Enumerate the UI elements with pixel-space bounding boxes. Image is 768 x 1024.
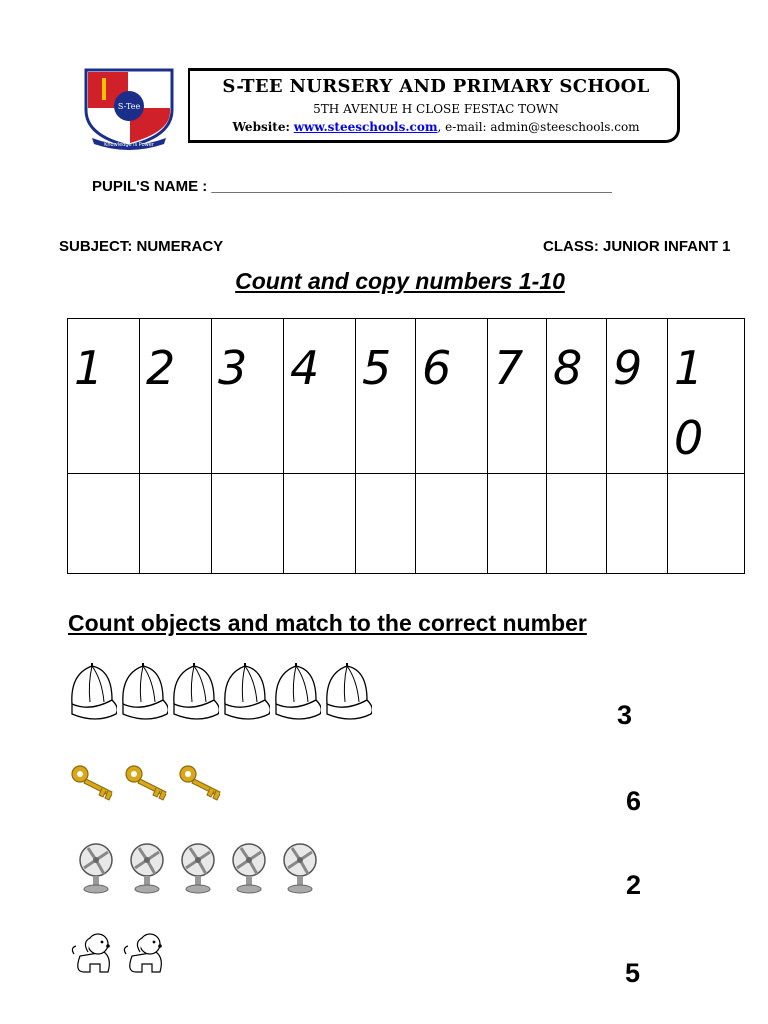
match-number: 3	[617, 700, 633, 730]
pupil-name-field: PUPIL'S NAME : ________________________________________________	[92, 178, 612, 195]
number-label: 5	[362, 341, 392, 395]
fan-icon	[227, 842, 278, 894]
copy-cell[interactable]	[212, 474, 284, 574]
copy-cell[interactable]	[668, 474, 745, 574]
fan-icon	[176, 842, 227, 894]
cap-icon	[168, 660, 219, 724]
number-cell	[607, 319, 668, 474]
number-label: 2	[146, 341, 176, 395]
copy-cell[interactable]	[284, 474, 356, 574]
copy-cell[interactable]	[356, 474, 416, 574]
fan-icon	[74, 842, 125, 894]
website-label: Website:	[232, 120, 290, 134]
number-label: 4	[290, 341, 320, 395]
email-text: , e-mail: admin@steeschools.com	[437, 120, 640, 134]
copy-cell[interactable]	[68, 474, 140, 574]
copy-cell[interactable]	[607, 474, 668, 574]
cap-icon	[219, 660, 270, 724]
school-name: S-TEE NURSERY AND PRIMARY SCHOOL	[222, 76, 650, 97]
number-label: 8	[553, 341, 583, 395]
fan-icon	[278, 842, 329, 894]
key-icon	[124, 762, 178, 806]
match-number: 2	[626, 870, 642, 900]
fan-icon	[125, 842, 176, 894]
website-link[interactable]: www.steeschools.com	[293, 120, 438, 134]
number-label: 3	[218, 341, 248, 395]
header-divider	[188, 68, 190, 143]
match-number: 6	[626, 786, 642, 816]
key-icon	[70, 762, 124, 806]
copy-cell[interactable]	[488, 474, 547, 574]
number-cell	[488, 319, 547, 474]
numbers-table	[67, 318, 745, 574]
number-cell	[416, 319, 488, 474]
dog-row	[66, 928, 170, 976]
cap-icon	[117, 660, 168, 724]
logo-motto: Knowledge is Power	[104, 142, 154, 148]
number-label: 9	[613, 341, 643, 395]
copy-cell[interactable]	[416, 474, 488, 574]
number-label: 6	[422, 341, 452, 395]
number-label: 1	[74, 341, 104, 395]
number-label: 10	[674, 341, 704, 465]
number-label: 7	[494, 341, 524, 395]
key-row	[70, 762, 232, 806]
school-contact	[192, 120, 680, 134]
school-logo	[78, 66, 180, 150]
number-cell	[547, 319, 607, 474]
number-cell	[356, 319, 416, 474]
fan-row	[74, 842, 329, 894]
copy-cell[interactable]	[547, 474, 607, 574]
class-label: CLASS: JUNIOR INFANT 1	[543, 238, 731, 255]
section-title-copy-numbers: Count and copy numbers 1-10	[235, 268, 565, 294]
cap-row	[66, 660, 372, 724]
copy-cell[interactable]	[140, 474, 212, 574]
number-cell	[284, 319, 356, 474]
number-cell	[140, 319, 212, 474]
number-cell	[68, 319, 140, 474]
section-title-match-objects: Count objects and match to the correct number	[68, 610, 587, 636]
number-cell	[668, 319, 745, 474]
logo-text: S-Tee	[117, 102, 141, 111]
subject-label: SUBJECT: NUMERACY	[59, 238, 224, 255]
number-cell	[212, 319, 284, 474]
dog-icon	[66, 928, 118, 976]
cap-icon	[321, 660, 372, 724]
school-address: 5TH AVENUE H CLOSE FESTAC TOWN	[313, 102, 559, 116]
cap-icon	[66, 660, 117, 724]
key-icon	[178, 762, 232, 806]
cap-icon	[270, 660, 321, 724]
dog-icon	[118, 928, 170, 976]
match-number: 5	[625, 958, 641, 988]
